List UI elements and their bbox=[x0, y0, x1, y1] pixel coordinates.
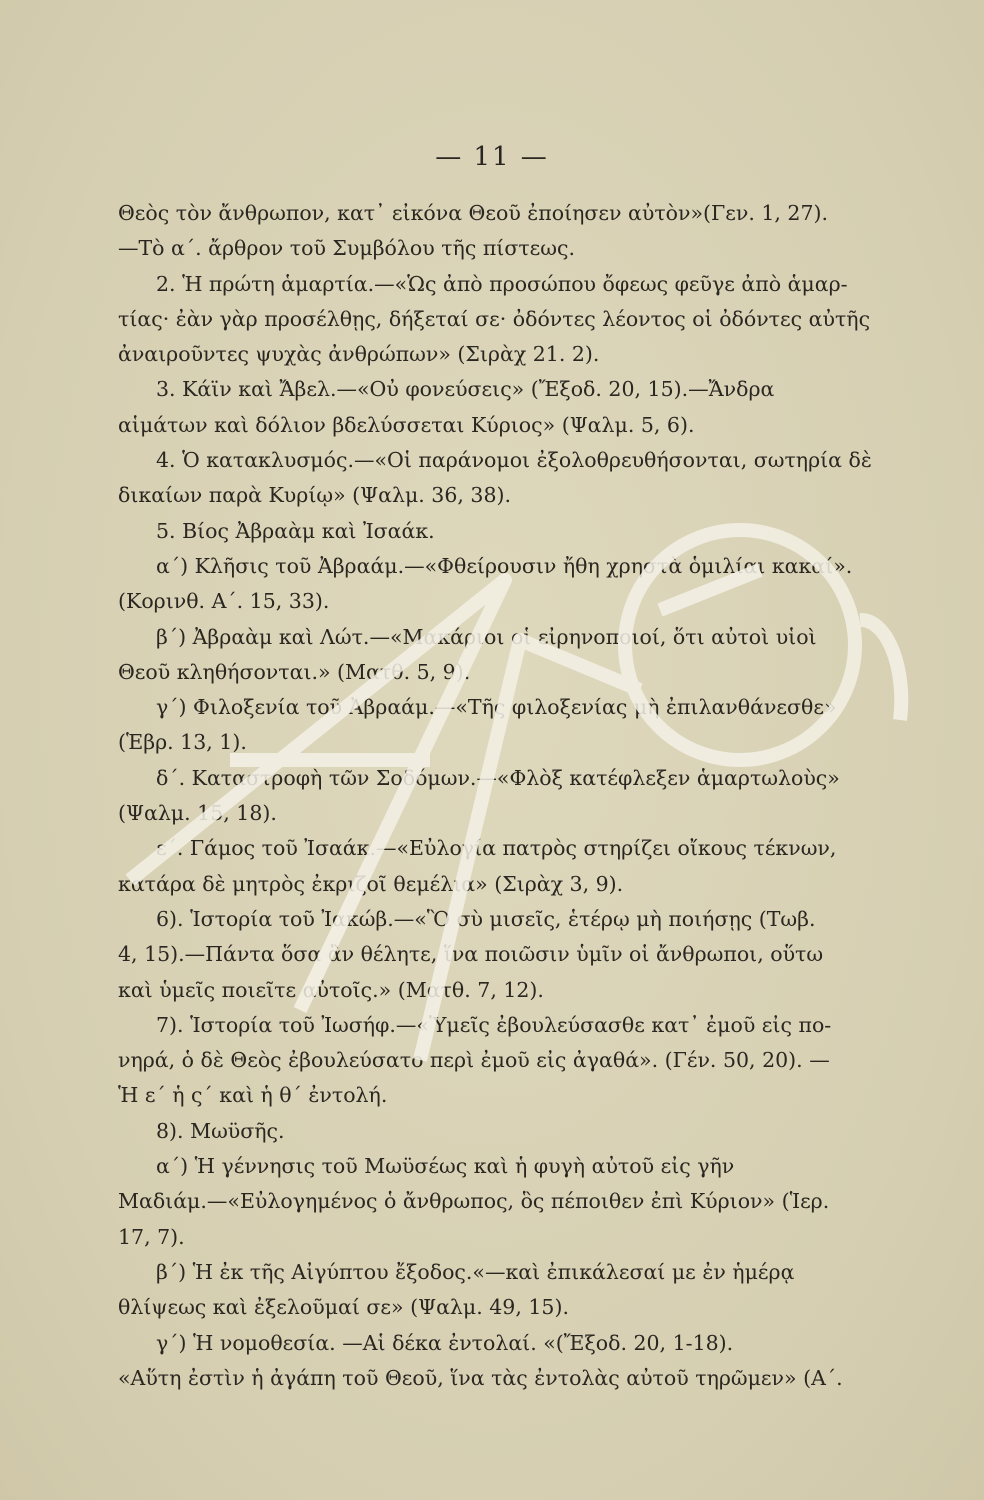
text-line: τίας· ἐὰν γὰρ προσέλθῃς, δήξεταί σε· ὀδόντες λέοντος οἱ ὀδόντες αὐτῆς bbox=[118, 306, 871, 331]
text-line: (Κορινθ. Α΄. 15, 33). bbox=[118, 589, 330, 614]
text-line: δικαίων παρὰ Κυρίῳ» (Ψαλμ. 36, 38). bbox=[118, 483, 512, 508]
page-text bbox=[118, 196, 896, 1396]
text-line: 4, 15).—Πάντα ὅσα ἂν θέλητε, ἵνα ποιῶσιν ὑμῖν οἱ ἄνθρωποι, οὕτω bbox=[118, 942, 824, 967]
text-line: β΄) Ἀβραὰμ καὶ Λώτ.—«Μακάριοι οἱ εἰρηνοποιοί, ὅτι αὐτοὶ υἱοὶ bbox=[156, 624, 817, 649]
text-line: αἱμάτων καὶ δόλιον βδελύσσεται Κύριος» (Ψαλμ. 5, 6). bbox=[118, 412, 695, 437]
text-line: «Αὕτη ἐστὶν ἡ ἀγάπη τοῦ Θεοῦ, ἵνα τὰς ἐντολὰς αὐτοῦ τηρῶμεν» (Α΄. bbox=[118, 1365, 843, 1390]
text-line: 17, 7). bbox=[118, 1224, 185, 1249]
text-line: νηρά, ὁ δὲ Θεὸς ἐβουλεύσατο περὶ ἐμοῦ εἰς ἀγαθά». (Γέν. 50, 20). — bbox=[118, 1048, 830, 1073]
text-line: γ΄) Φιλοξενία τοῦ Ἀβραάμ.—«Τῆς φιλοξενίας μὴ ἐπιλανθάνεσθε» bbox=[156, 695, 837, 720]
text-line: ἀναιροῦντες ψυχὰς ἀνθρώπων» (Σιρὰχ 21. 2). bbox=[118, 342, 600, 367]
text-line: β΄) Ἡ ἐκ τῆς Αἰγύπτου ἔξοδος.«—καὶ ἐπικάλεσαί με ἐν ἡμέρᾳ bbox=[156, 1259, 795, 1284]
text-line: Ἡ ε΄ ἡ ς΄ καὶ ἡ θ΄ ἐντολή. bbox=[118, 1083, 388, 1108]
text-line: 8). Μωϋσῆς. bbox=[156, 1118, 285, 1143]
text-line: α΄) Ἡ γέννησις τοῦ Μωϋσέως καὶ ἡ φυγὴ αὐτοῦ εἰς γῆν bbox=[156, 1154, 735, 1179]
text-line: Θεὸς τὸν ἄνθρωπον, κατ᾽ εἰκόνα Θεοῦ ἐποίησεν αὐτὸν»(Γεν. 1, 27). bbox=[118, 201, 829, 225]
text-line: (Ψαλμ. 15, 18). bbox=[118, 801, 277, 826]
text-line: 5. Βίος Ἀβραὰμ καὶ Ἰσαάκ. bbox=[156, 518, 435, 543]
text-line: 2. Ἡ πρώτη ἁμαρτία.—«Ὡς ἀπὸ προσώπου ὄφεως φεῦγε ἀπὸ ἁμαρ- bbox=[156, 271, 848, 296]
text-line: Μαδιάμ.—«Εὐλογημένος ὁ ἄνθρωπος, ὃς πέποιθεν ἐπὶ Κύριον» (Ἱερ. bbox=[118, 1189, 830, 1214]
text-line: ε΄. Γάμος τοῦ Ἰσαάκ.—«Εὐλογία πατρὸς στηρίζει οἴκους τέκνων, bbox=[156, 836, 837, 861]
page-number: — 11 — bbox=[435, 142, 549, 172]
text-line: α΄) Κλῆσις τοῦ Ἀβραάμ.—«Φθείρουσιν ἤθη χρηστὰ ὁμιλίαι κακαί». bbox=[156, 553, 853, 578]
text-line: —Τὸ α΄. ἄρθρον τοῦ Συμβόλου τῆς πίστεως. bbox=[118, 236, 576, 261]
text-line: 4. Ὁ κατακλυσμός.—«Οἱ παράνομοι ἐξολοθρευθήσονται, σωτηρία δὲ bbox=[156, 448, 872, 473]
text-line: 7). Ἱστορία τοῦ Ἰωσήφ.—«Ὑμεῖς ἐβουλεύσασθε κατ᾽ ἐμοῦ εἰς πο- bbox=[156, 1012, 832, 1037]
text-line: Θεοῦ κληθήσονται.» (Ματθ. 5, 9). bbox=[118, 659, 471, 684]
text-line: κατάρα δὲ μητρὸς ἐκριζοῖ θεμέλια» (Σιρὰχ 3, 9). bbox=[118, 871, 624, 896]
text-line: 3. Κάϊν καὶ Ἄβελ.—«Οὐ φονεύσεις» (Ἔξοδ. 20, 15).—Ἄνδρα bbox=[156, 377, 775, 402]
text-line: γ΄) Ἡ νομοθεσία. —Αἱ δέκα ἐντολαί. «(Ἔξοδ. 20, 1-18). bbox=[156, 1330, 734, 1355]
text-line: θλίψεως καὶ ἐξελοῦμαί σε» (Ψαλμ. 49, 15). bbox=[118, 1295, 569, 1320]
text-line: δ΄. Καταστροφὴ τῶν Σοδόμων.—«Φλὸξ κατέφλεξεν ἁμαρτωλοὺς» bbox=[156, 765, 840, 790]
text-line: καὶ ὑμεῖς ποιεῖτε αὐτοῖς.» (Ματθ. 7, 12). bbox=[118, 977, 544, 1002]
text-line: 6). Ἱστορία τοῦ Ἰακώβ.—«Ὃ σὺ μισεῖς, ἑτέρῳ μὴ ποιήσῃς (Τωβ. bbox=[156, 906, 816, 931]
text-line: (Ἑβρ. 13, 1). bbox=[118, 730, 247, 755]
